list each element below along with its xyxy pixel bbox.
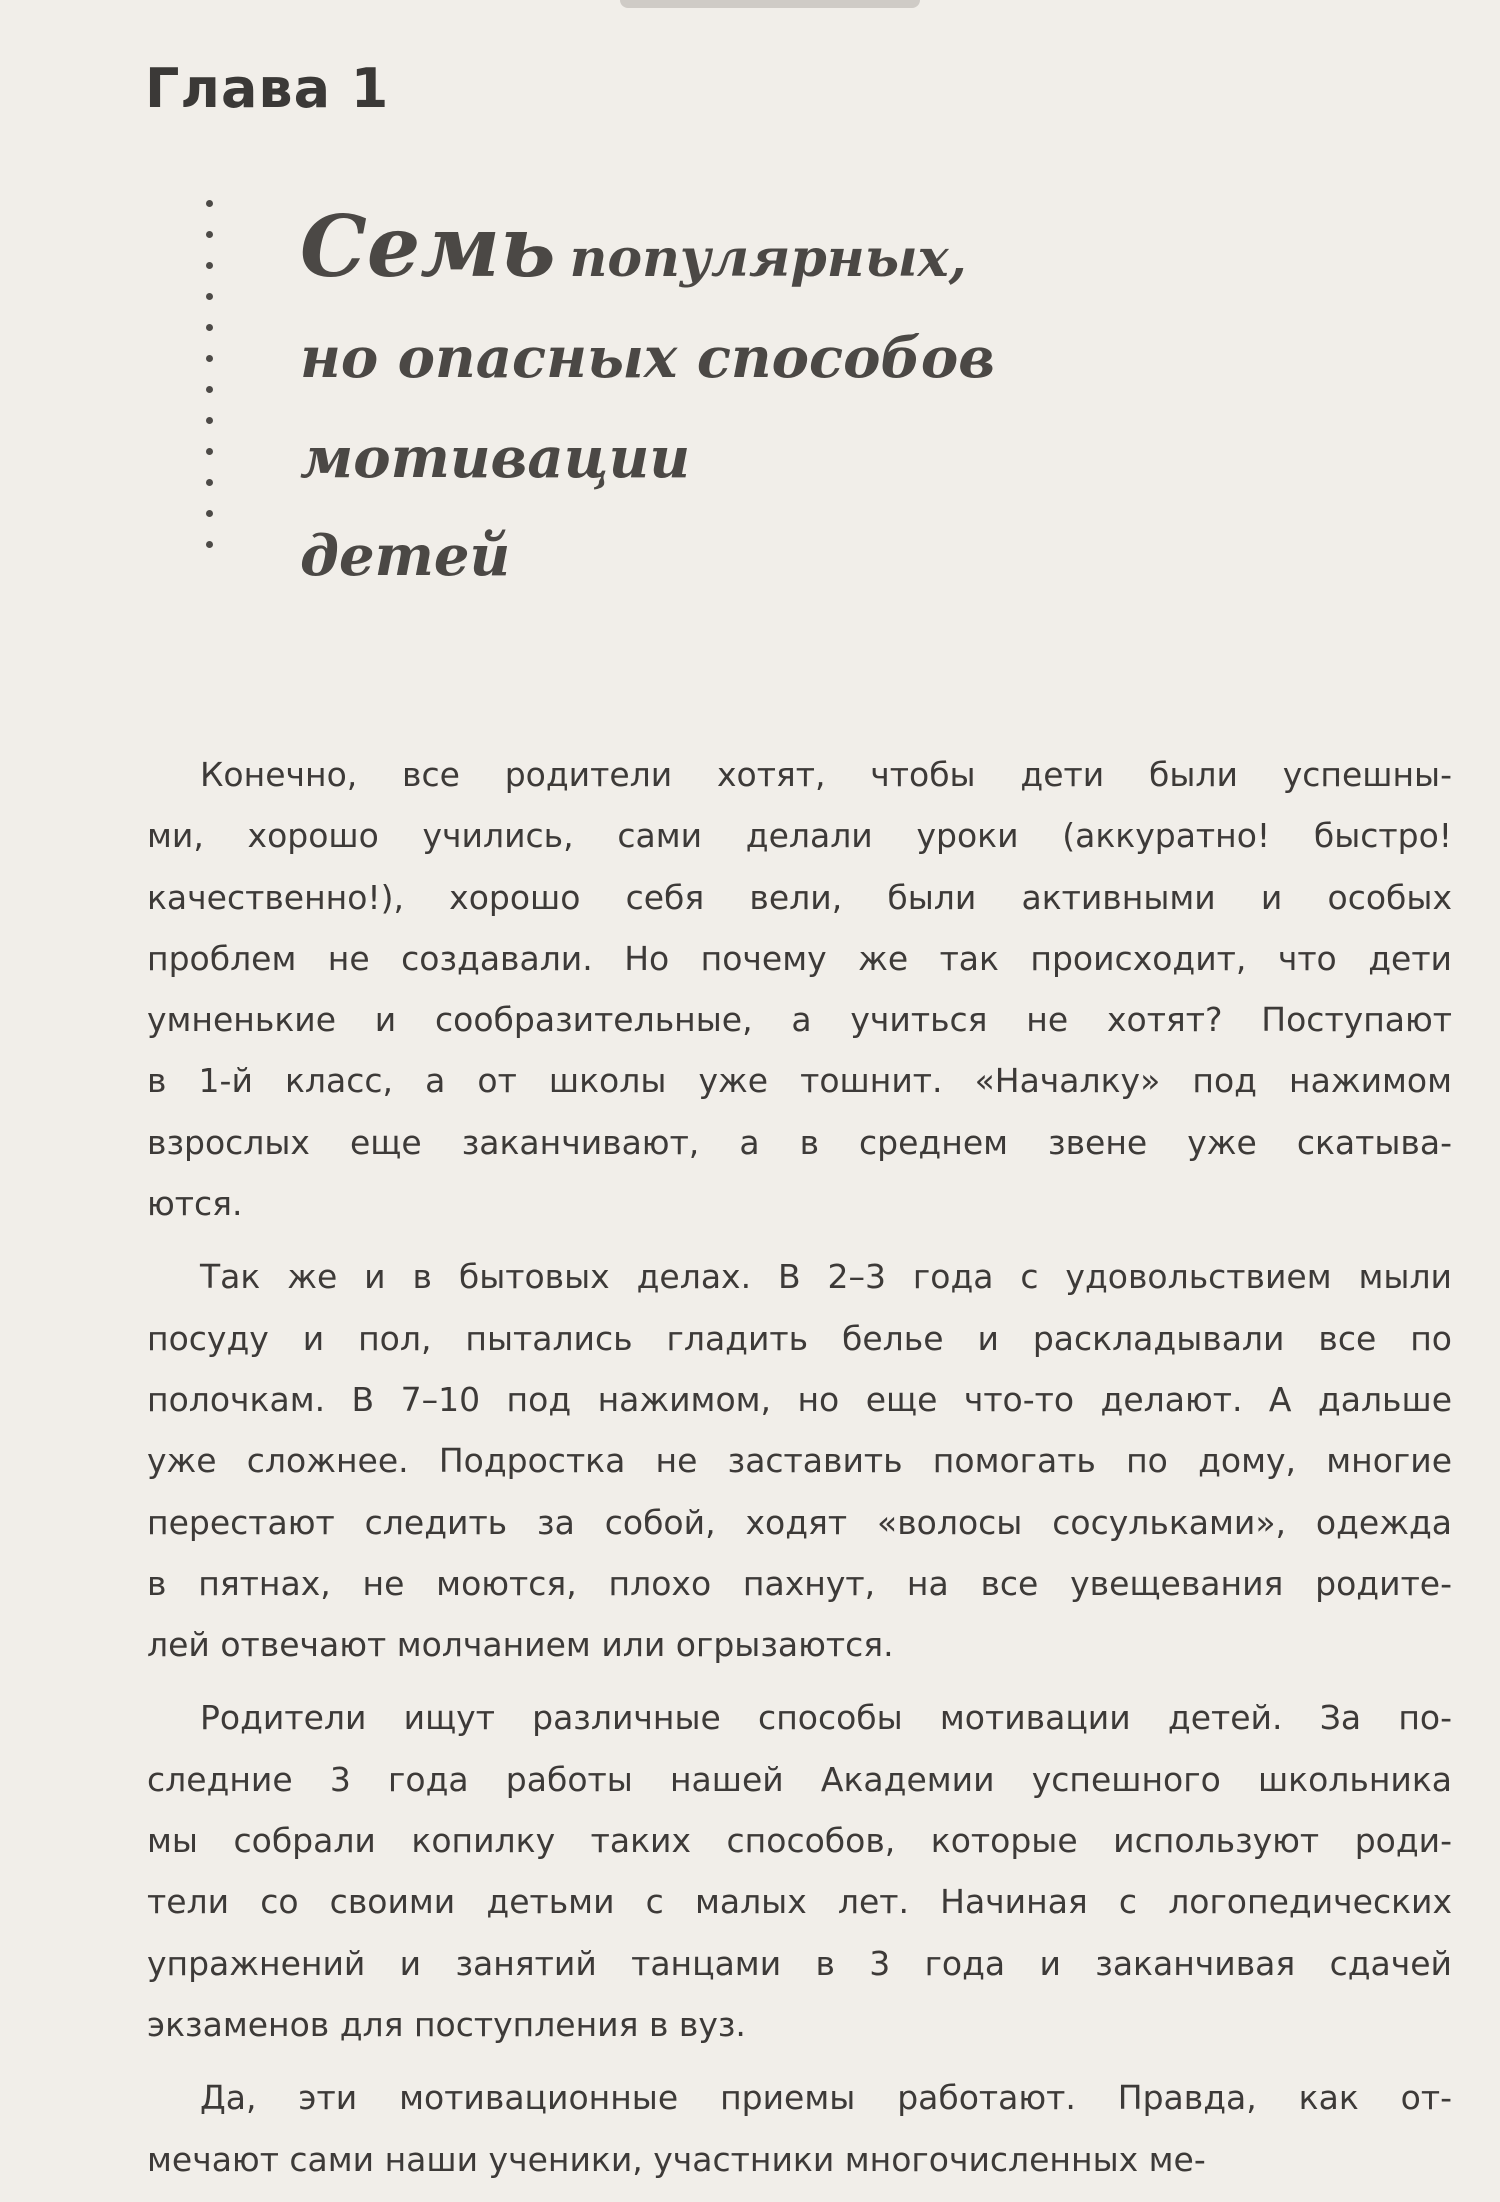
text-line: экзаменов для поступления в вуз. bbox=[147, 2004, 746, 2044]
text-line: упражнений и занятий танцами в 3 года и заканчивая сдачей bbox=[147, 1943, 1452, 1983]
chapter-title-large-word: Семь bbox=[300, 197, 556, 296]
dot bbox=[206, 479, 213, 486]
dot bbox=[206, 324, 213, 331]
chapter-title-line-1-rest: популярных, bbox=[569, 228, 967, 289]
text-line: умненькие и сообразительные, а учиться не хотят? Поступают bbox=[147, 1000, 1452, 1040]
text-line: тели со своими детьми с малых лет. Начиная с логопедических bbox=[147, 1882, 1452, 1922]
text-line: Родители ищут различные способы мотивации детей. За по- bbox=[200, 1698, 1452, 1738]
text-line: ются. bbox=[147, 1184, 243, 1224]
text-line: проблем не создавали. Но почему же так происходит, что дети bbox=[147, 938, 1452, 978]
dot bbox=[206, 448, 213, 455]
page-top-mark bbox=[620, 0, 920, 8]
text-line: следние 3 года работы нашей Академии успешного школьника bbox=[147, 1759, 1452, 1799]
paragraph bbox=[147, 1246, 1452, 1675]
chapter-title-line-3: мотивации bbox=[300, 425, 691, 491]
text-line: лей отвечают молчанием или огрызаются. bbox=[147, 1625, 894, 1665]
body-text bbox=[147, 744, 1452, 2202]
chapter-title-line-1 bbox=[300, 197, 967, 296]
dot bbox=[206, 231, 213, 238]
text-line: в 1-й класс, а от школы уже тошнит. «Началку» под нажимом bbox=[147, 1061, 1452, 1101]
dot bbox=[206, 262, 213, 269]
text-line: Конечно, все родители хотят, чтобы дети были успешны- bbox=[200, 755, 1452, 794]
dot bbox=[206, 386, 213, 393]
text-line: полочкам. В 7–10 под нажимом, но еще что-то делают. А дальше bbox=[147, 1379, 1452, 1419]
dot bbox=[206, 541, 213, 548]
chapter-title-line-2: но опасных способов bbox=[300, 325, 995, 391]
text-line: уже сложнее. Подростка не заставить помогать по дому, многие bbox=[147, 1441, 1452, 1481]
dot bbox=[206, 293, 213, 300]
text-line: в пятнах, не моются, плохо пахнут, на все увещевания родите- bbox=[147, 1563, 1452, 1603]
paragraph bbox=[147, 1687, 1452, 2055]
dot bbox=[206, 417, 213, 424]
chapter-label: Глава 1 bbox=[145, 57, 390, 120]
text-line: перестают следить за собой, ходят «волосы сосульками», одежда bbox=[147, 1502, 1452, 1542]
paragraph bbox=[147, 2067, 1452, 2190]
decorative-dots bbox=[206, 200, 216, 590]
text-line: ми, хорошо учились, сами делали уроки (аккуратно! быстро! bbox=[147, 816, 1452, 856]
dot bbox=[206, 510, 213, 517]
text-line: мы собрали копилку таких способов, которые используют роди- bbox=[147, 1821, 1452, 1861]
text-line: Да, эти мотивационные приемы работают. Правда, как от- bbox=[200, 2078, 1452, 2118]
text-line: качественно!), хорошо себя вели, были активными и особых bbox=[147, 877, 1452, 917]
text-line: взрослых еще заканчивают, а в среднем звене уже скатыва- bbox=[147, 1122, 1452, 1162]
text-line: посуду и пол, пытались гладить белье и раскладывали все по bbox=[147, 1318, 1452, 1358]
paragraph bbox=[147, 744, 1452, 1234]
text-line: Так же и в бытовых делах. В 2–3 года с удовольствием мыли bbox=[200, 1257, 1452, 1297]
dot bbox=[206, 200, 213, 207]
text-line: мечают сами наши ученики, участники многочисленных ме- bbox=[147, 2139, 1206, 2179]
chapter-title-line-4: детей bbox=[300, 523, 511, 589]
dot bbox=[206, 355, 213, 362]
